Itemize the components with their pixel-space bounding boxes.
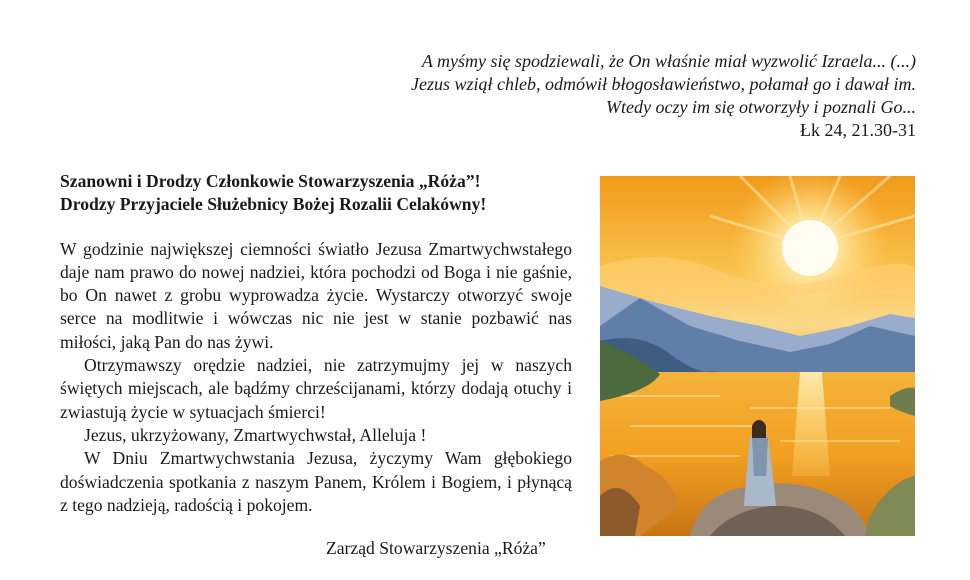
scripture-reference: Łk 24, 21.30-31 [800, 120, 916, 140]
letter-body [60, 170, 572, 517]
paragraph: Otrzymawszy orędzie nadziei, nie zatrzymujmy jej w naszych świętych miejscach, ale bądźmy chrześcijanami, którzy dodają otuchy i zwiastują życie w sytuacjach śmierci! [60, 355, 572, 422]
sun [782, 220, 838, 276]
paragraph: W godzinie największej ciemności światło Jezusa Zmartwychwstałego daje nam prawo do nowej nadziei, która pochodzi od Boga i nie gaśnie, bo On nawet z grobu wyprowadza życie. Wystarczy otworzyć swoje serce na modlitwie i wówczas nic nie jest w stanie pozbawić nas miłości, jaką Pan do nas żywi. [60, 238, 572, 352]
easter-sunrise-painting [600, 176, 915, 536]
greeting-line: Szanowni i Drodzy Członkowie Stowarzyszenia „Róża”! [60, 171, 481, 191]
quote-line: Wtedy oczy im się otworzyły i poznali Go... [606, 97, 916, 117]
paragraph: Jezus, ukrzyżowany, Zmartwychwstał, Alleluja ! [84, 424, 427, 445]
quote-line: Jezus wziął chleb, odmówił błogosławieństwo, połamał go i dawał im. [410, 74, 916, 94]
paragraph: W Dniu Zmartwychwstania Jezusa, życzymy Wam głębokiego doświadczenia spotkania z naszym Panem, Królem i Bogiem, i płynącą z tego nadzieją, radością i pokojem. [60, 448, 572, 515]
scripture-quote [296, 50, 916, 142]
greeting [60, 170, 572, 217]
quote-line: A myśmy się spodziewali, że On właśnie miał wyzwolić Izraela... (...) [421, 51, 916, 71]
greeting-line: Drodzy Przyjaciele Służebnicy Bożej Rozalii Celakówny! [60, 194, 487, 215]
signature: Zarząd Stowarzyszenia „Róża” [326, 538, 546, 558]
